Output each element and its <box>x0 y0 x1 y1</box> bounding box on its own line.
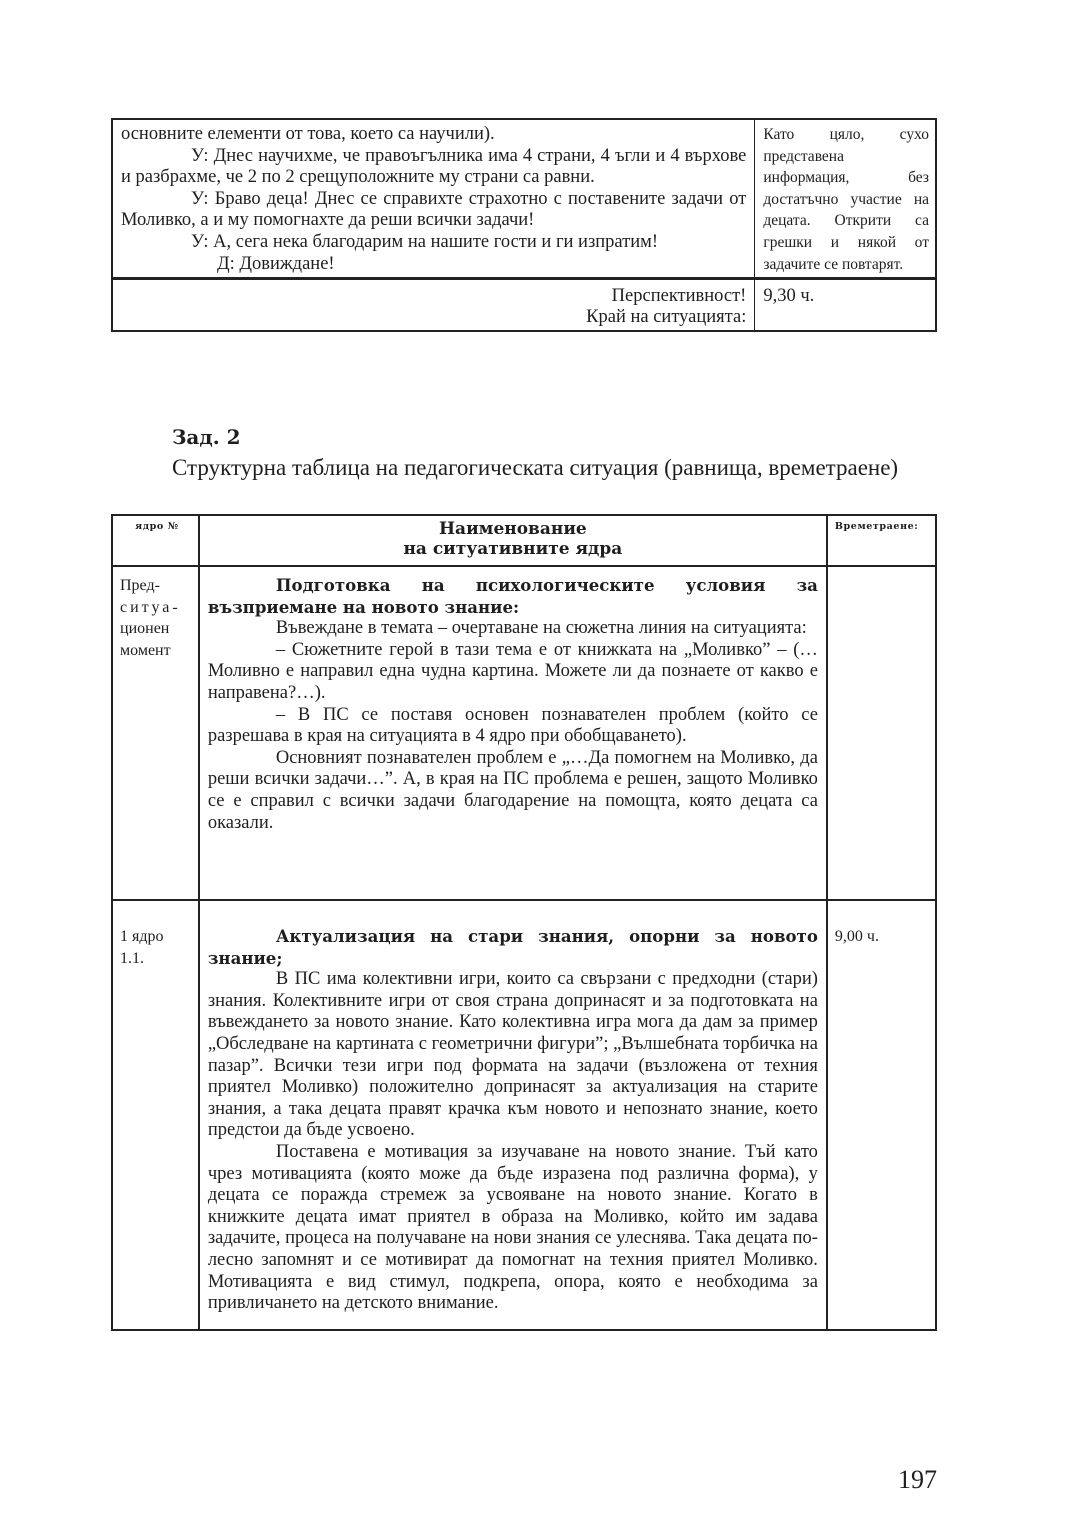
dialogue-line: У: Днес научихме, че правоъгълника има 4 страни, 4 ъгли и 4 върхове и разбрахме, че 2 по 2 срещуположните му страни са равни. <box>121 145 747 188</box>
lesson-end-table <box>111 118 937 332</box>
table-row <box>112 900 936 1330</box>
page-number: 197 <box>898 1465 937 1494</box>
core-label: 1 ядро 1.1. <box>112 900 199 1330</box>
core-duration <box>827 566 936 900</box>
end-of-situation-label: Край на ситуацията: <box>586 307 747 328</box>
dialogue-line: основните елементи от това, което са научили). <box>121 124 495 144</box>
situation-end-cell <box>112 279 755 332</box>
table-header-row <box>112 515 936 566</box>
header-core-number: ядро № <box>112 515 199 566</box>
task-title: Зад. 2 <box>172 425 241 449</box>
dialogue-line: Д: Довиждане! <box>217 253 335 274</box>
dialogue-line: У: А, сега нека благодарим на нашите гости и ги изпратим! <box>191 231 658 252</box>
header-core-name: Наименование на ситуативните ядра <box>199 515 827 566</box>
core-description: Актуализация на стари знания, опорни за новото знание; В ПС има колективни игри, които са свързани с предходни (стари) знания. Колективните игри от своя страна допринасят и за подготовката на въвеждането за новото знание. Като колективна игра мога да дам за пример „Обследване на картината с геометрични фигури”; „Вълшебната торбичка на пазар”. Всички тези игри под формата на задачи (възложена от техния приятел Моливко) положително допринасят за актуализация на старите знания, а така децата правят крачка към новото и непознато знание, което предстои да бъде усвоено. Поставена е мотивация за изучаване на новото знание. Тъй като чрез мотивацията (която може да бъде изразена под различна форма), у децата се поражда стремеж за усвояване на новото знание. Когато в книжките децата имат приятел в образа на Моливко, който им задава задачите, процеса на получаване на нови знания се улеснява. Така децата по-лесно запомнят и се мотивират да помогнат на техния приятел Моливко. Мотивацията е вид стимул, подкрепа, опора, която е необходима за привличането на детското внимание. <box>199 900 827 1330</box>
table-row <box>112 566 936 900</box>
end-time: 9,30 ч. <box>755 279 936 332</box>
evaluation-note: Като цяло, сухо представена информация, без достатъчно участие на децата. Открити са грешки и някой от задачите се повтарят. <box>755 119 936 279</box>
header-duration: Времетраене: <box>827 515 936 566</box>
core-duration: 9,00 ч. <box>827 900 936 1330</box>
dialogue-cell <box>112 119 755 279</box>
task-description: Структурна таблица на педагогическата ситуация (равнища, времетраене) <box>172 455 899 480</box>
core-title: Актуализация на стари знания, опорни за новото знание; <box>207 926 818 968</box>
core-label: Пред- ситуа- ционен момент <box>112 566 199 900</box>
structure-table <box>111 514 937 1331</box>
dialogue-line: У: Браво деца! Днес се справихте страхотно с поставените задачи от Моливко, а и му помогнахте да реши всички задачи! <box>121 188 747 231</box>
core-description: Подготовка на психологическите условия за възприемане на новото знание: Въвеждане в темата – очертаване на сюжетна линия на ситуацията: – Сюжетните герой в тази тема е от книжката на „Моливко” – (…Моливно е направил една чудна картина. Можете ли да познаете от какво е направена?…). – В ПС се поставя основен познавателен проблем (който се разрешава в края на ситуацията в 4 ядро при обобщаването). Основният познавателен проблем е „…Да помогнем на Моливко, да реши всички задачи…”. А, в края на ПС проблема е решен, защото Моливко се е справил с всички задачи благодарение на помощта, която децата са оказали. <box>199 566 827 900</box>
perspective-label: Перспективност! <box>611 286 747 307</box>
core-title: Подготовка на психологическите условия за възприемане на новото знание: <box>207 575 818 617</box>
